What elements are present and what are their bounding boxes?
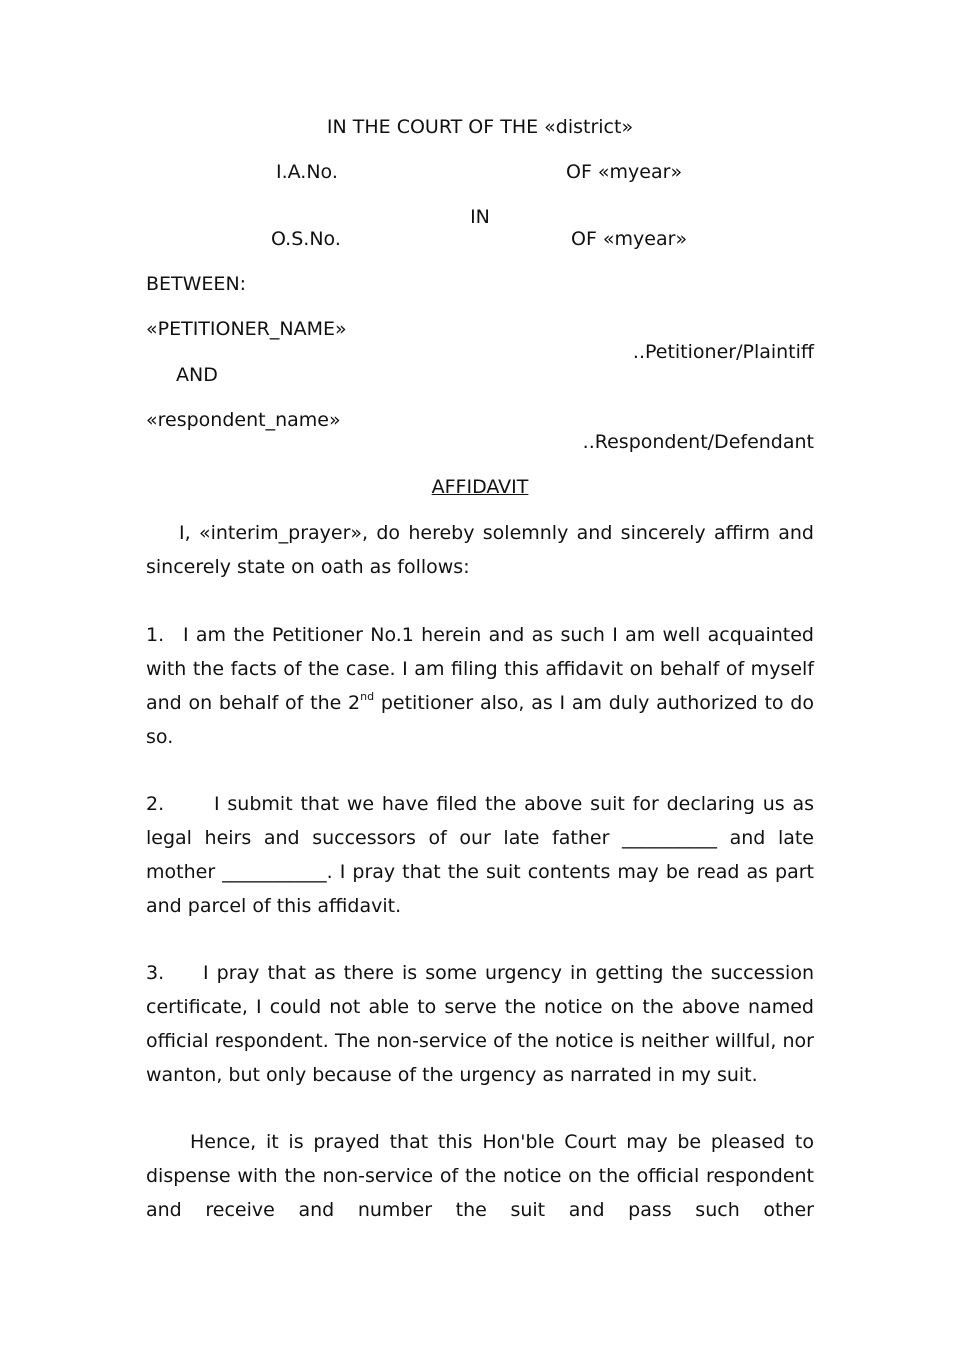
paragraph-2 (146, 787, 814, 923)
paragraph-1-superscript: nd (360, 689, 375, 703)
paragraph-1-number: 1. (146, 624, 165, 646)
ia-number-label: I.A.No. (276, 161, 338, 183)
hence-text: Hence, it is prayed that this Hon'ble Court may be pleased to dispense with the non-service of the notice on the official respondent and receive and number the suit and pass such other (146, 1131, 814, 1221)
os-year: OF «myear» (571, 228, 688, 250)
title-wrap (0, 476, 960, 498)
paragraph-3-body (146, 956, 814, 1092)
paragraph-3-number: 3. (146, 962, 165, 984)
intro-paragraph (146, 516, 814, 584)
court-heading: IN THE COURT OF THE «district» (326, 116, 634, 138)
petitioner-role: ..Petitioner/Plaintiff (632, 341, 814, 363)
hence-paragraph (146, 1125, 814, 1227)
os-number-label: O.S.No. (271, 228, 341, 250)
between-label: BETWEEN: (146, 273, 247, 295)
petitioner-name: «PETITIONER_NAME» (146, 318, 347, 340)
in-label: IN (470, 206, 490, 228)
paragraph-1 (146, 618, 814, 754)
affidavit-title: AFFIDAVIT (431, 476, 529, 498)
paragraph-3-text: I pray that as there is some urgency in getting the succession certificate, I could not able to serve the notice on the above named official respondent. The non-service of the notice is neither willful, nor wanton, but only because of the urgency as narrated in my suit. (146, 962, 814, 1086)
paragraph-2-text: I submit that we have filed the above suit for declaring us as legal heirs and successors of our late father __________ and late mother ___________. I pray that the suit contents may be read as part and parcel of this affidavit. (146, 793, 814, 917)
paragraph-1-text-b: petitioner also, as I am duly authorized to do so. (146, 692, 814, 748)
ia-year: OF «myear» (566, 161, 683, 183)
respondent-name: «respondent_name» (146, 409, 341, 431)
and-label: AND (176, 364, 218, 386)
paragraph-1-text-a: I am the Petitioner No.1 herein and as such I am well acquainted with the facts of the case. I am filing this affidavit on behalf of myself and on behalf of the 2 (146, 624, 814, 714)
paragraph-2-body (146, 787, 814, 923)
respondent-role: ..Respondent/Defendant (582, 431, 814, 453)
paragraph-1-body (146, 618, 814, 754)
paragraph-3 (146, 956, 814, 1092)
intro-text: I, «interim_prayer», do hereby solemnly and sincerely affirm and sincerely state on oath as follows: (146, 522, 814, 578)
paragraph-2-number: 2. (146, 793, 165, 815)
